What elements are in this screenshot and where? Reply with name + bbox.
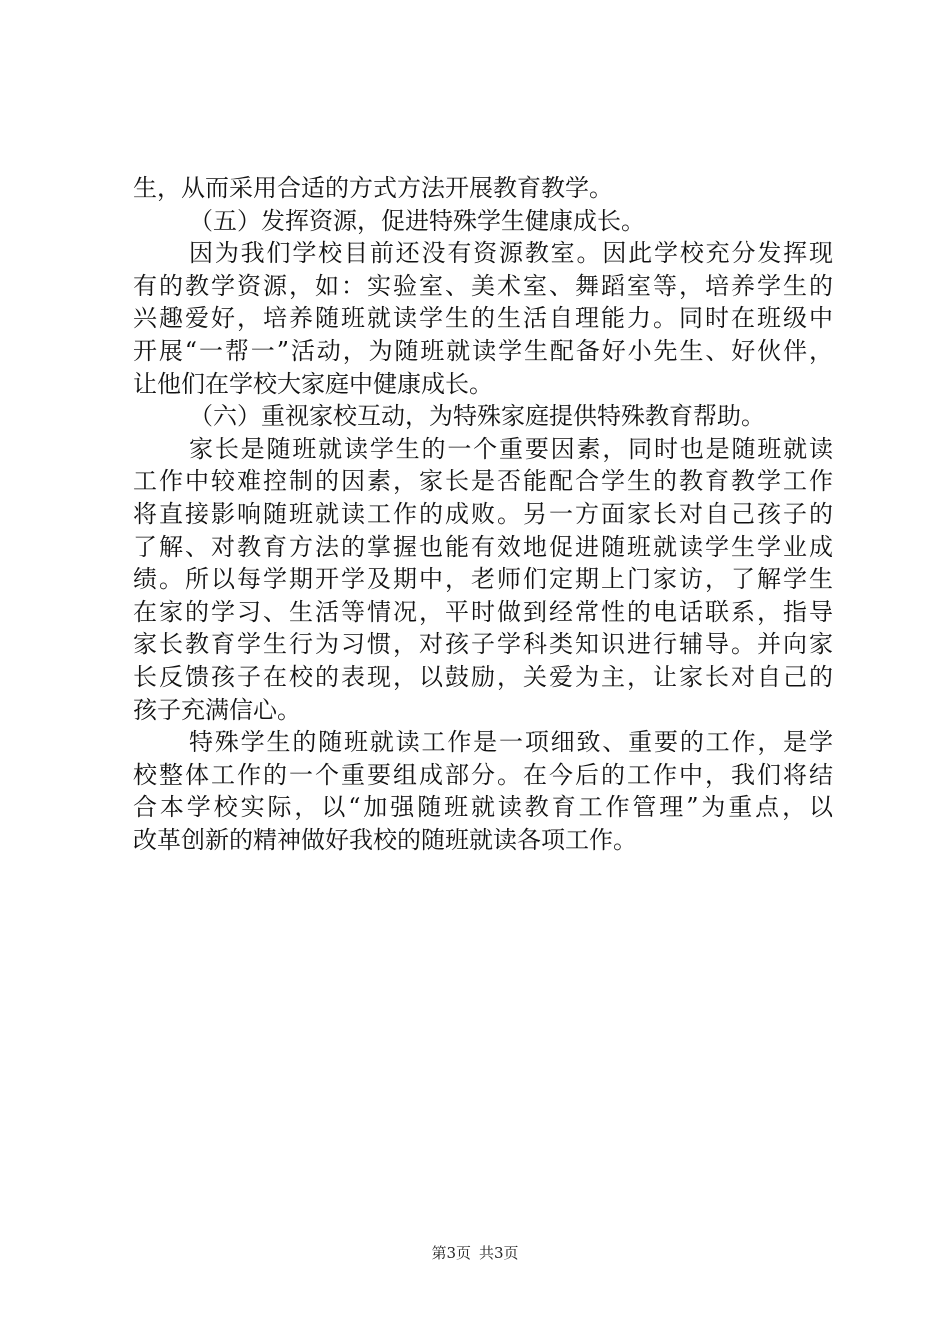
text-line: 校整体工作的一个重要组成部分。在今后的工作中，我们将结 xyxy=(133,760,833,789)
text-line: 绩。所以每学期开学及期中，老师们定期上门家访，了解学生 xyxy=(133,565,833,594)
document-body xyxy=(133,172,833,856)
text-line: 将直接影响随班就读工作的成败。另一方面家长对自己孩子的 xyxy=(133,499,833,528)
text-line: 工作中较难控制的因素，家长是否能配合学生的教育教学工作 xyxy=(133,467,833,496)
text-line: 了解、对教育方法的掌握也能有效地促进随班就读学生学业成 xyxy=(133,532,833,561)
text-line: 合本学校实际，以“加强随班就读教育工作管理”为重点，以 xyxy=(133,793,833,822)
section-heading-6: （六）重视家校互动，为特殊家庭提供特殊教育帮助。 xyxy=(189,402,765,431)
text-line: 家长教育学生行为习惯，对孩子学科类知识进行辅导。并向家 xyxy=(133,630,833,659)
text-line: 家长是随班就读学生的一个重要因素，同时也是随班就读 xyxy=(189,434,833,463)
text-line: 改革创新的精神做好我校的随班就读各项工作。 xyxy=(133,825,637,854)
page-total: 共3页 xyxy=(479,1244,519,1262)
text-line: 兴趣爱好，培养随班就读学生的生活自理能力。同时在班级中 xyxy=(133,304,833,333)
text-line: 开展“一帮一”活动，为随班就读学生配备好小先生、好伙伴， xyxy=(133,336,833,365)
text-line: 长反馈孩子在校的表现，以鼓励，关爱为主，让家长对自己的 xyxy=(133,662,833,691)
page-footer xyxy=(0,1243,950,1263)
text-line: 在家的学习、生活等情况，平时做到经常性的电话联系，指导 xyxy=(133,597,833,626)
page-number: 第3页 xyxy=(431,1244,471,1262)
text-line: 孩子充满信心。 xyxy=(133,695,301,724)
text-line: 因为我们学校目前还没有资源教室。因此学校充分发挥现 xyxy=(189,239,833,268)
text-line: 特殊学生的随班就读工作是一项细致、重要的工作，是学 xyxy=(189,728,833,757)
text-line: 生，从而采用合适的方式方法开展教育教学。 xyxy=(133,174,613,202)
text-line: 有的教学资源，如：实验室、美术室、舞蹈室等，培养学生的 xyxy=(133,271,833,300)
text-line: 让他们在学校大家庭中健康成长。 xyxy=(133,369,493,398)
section-heading-5: （五）发挥资源，促进特殊学生健康成长。 xyxy=(189,206,645,235)
